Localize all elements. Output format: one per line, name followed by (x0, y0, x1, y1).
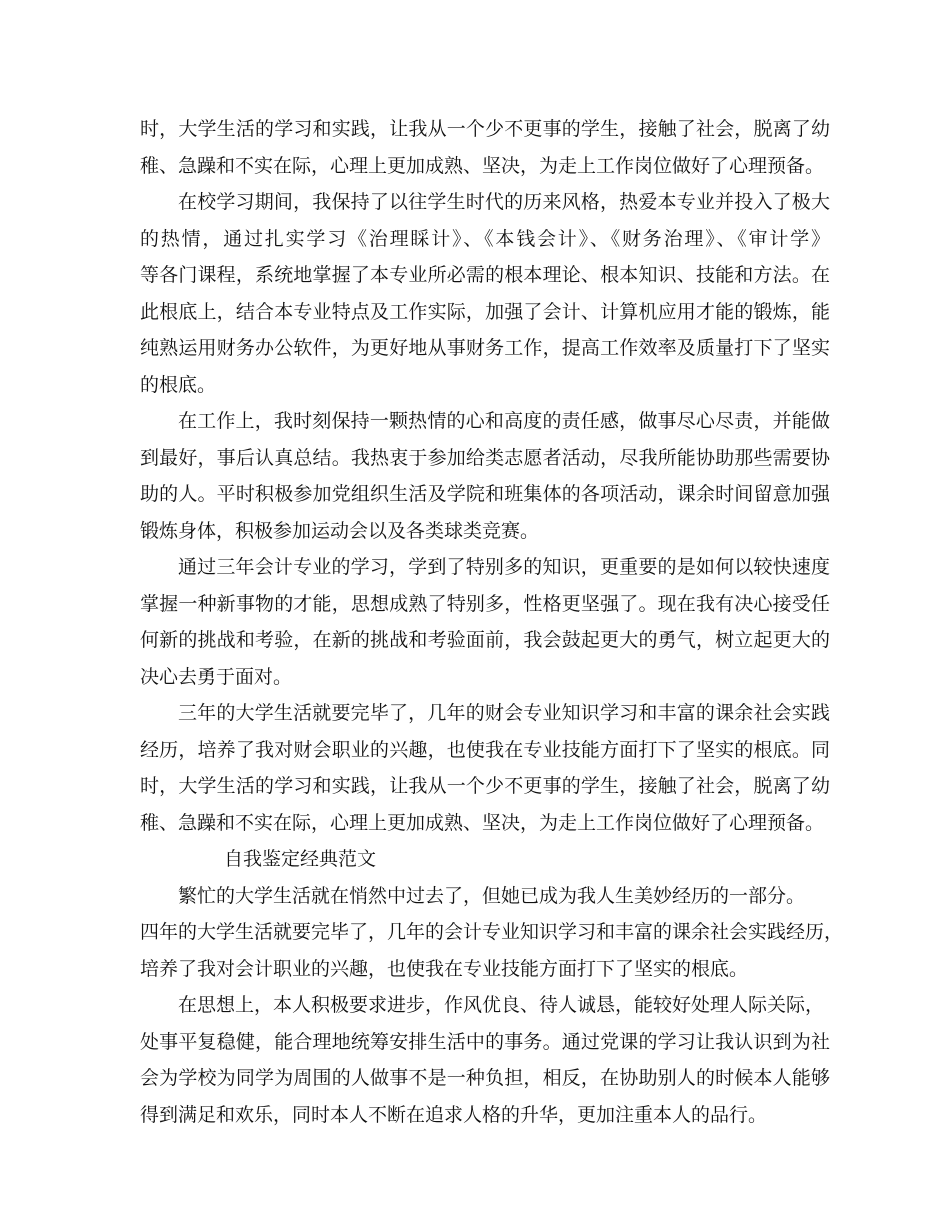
text-line: 培养了我对会计职业的兴趣，也使我在专业技能方面打下了坚实的根底。 (140, 957, 749, 980)
text-line: 时，大学生活的学习和实践，让我从一个少不更事的学生，接触了社会，脱离了幼 (140, 775, 830, 797)
text-line: 锻炼身体，积极参加运动会以及各类球类竞赛。 (140, 519, 540, 542)
text-line: 通过三年会计专业的学习，学到了特别多的知识，更重要的是如何以较快速度 (178, 556, 830, 578)
text-line: 在思想上，本人积极要求进步，作风优良、待人诚恳，能较好处理人际关际， (178, 994, 825, 1016)
text-line: 经历，培养了我对财会职业的兴趣，也使我在专业技能方面打下了坚实的根底。同 (140, 738, 830, 761)
text-line: 到最好，事后认真总结。我热衷于参加给类志愿者活动，尽我所能协助那些需要协 (140, 446, 830, 469)
text-line: 等各门课程，系统地掌握了本专业所必需的根本理论、根本知识、技能和方法。在 (140, 264, 830, 286)
text-line: 的热情，通过扎实学习《治理睬计》、《本钱会计》、《财务治理》、《审计学》 (140, 227, 830, 250)
text-line: 何新的挑战和考验，在新的挑战和考验面前，我会鼓起更大的勇气，树立起更大的 (140, 629, 830, 651)
text-line: 在工作上，我时刻保持一颗热情的心和高度的责任感，做事尽心尽责，并能做 (178, 410, 830, 432)
text-line: 此根底上，结合本专业特点及工作实际，加强了会计、计算机应用才能的锻炼，能 (140, 300, 830, 323)
text-line: 会为学校为同学为周围的人做事不是一种负担，相反，在协助别人的时候本人能够 (140, 1067, 830, 1089)
text-line: 处事平复稳健，能合理地统筹安排生活中的事务。通过党课的学习让我认识到为社 (140, 1030, 830, 1053)
text-line: 三年的大学生活就要完毕了，几年的财会专业知识学习和丰富的课余社会实践 (178, 702, 830, 724)
text-line: 助的人。平时积极参加党组织生活及学院和班集体的各项活动，课余时间留意加强 (140, 483, 830, 505)
text-line: 的根底。 (140, 373, 217, 396)
text-line: 得到满足和欢乐，同时本人不断在追求人格的升华，更加注重本人的品行。 (140, 1103, 768, 1126)
text-line: 掌握一种新事物的才能，思想成熟了特别多，性格更坚强了。现在我有决心接受任 (140, 592, 830, 615)
text-line: 稚、急躁和不实在际，心理上更加成熟、坚决，为走上工作岗位做好了心理预备。 (140, 154, 825, 177)
text-line: 稚、急躁和不实在际，心理上更加成熟、坚决，为走上工作岗位做好了心理预备。 (140, 811, 825, 834)
text-line: 在校学习期间，我保持了以往学生时代的历来风格，热爱本专业并投入了极大 (178, 191, 830, 213)
text-line: 四年的大学生活就要完毕了，几年的会计专业知识学习和丰富的课余社会实践经历， (140, 921, 844, 943)
text-line: 繁忙的大学生活就在悄然中过去了，但她已成为我人生美妙经历的一部分。 (178, 884, 806, 907)
section-heading: 自我鉴定经典范文 (224, 848, 377, 870)
text-line: 时，大学生活的学习和实践，让我从一个少不更事的学生，接触了社会，脱离了幼 (140, 118, 830, 140)
text-line: 纯熟运用财务办公软件，为更好地从事财务工作，提高工作效率及质量打下了坚实 (140, 337, 830, 359)
document-body (140, 111, 844, 1133)
text-line: 决心去勇于面对。 (140, 665, 293, 688)
